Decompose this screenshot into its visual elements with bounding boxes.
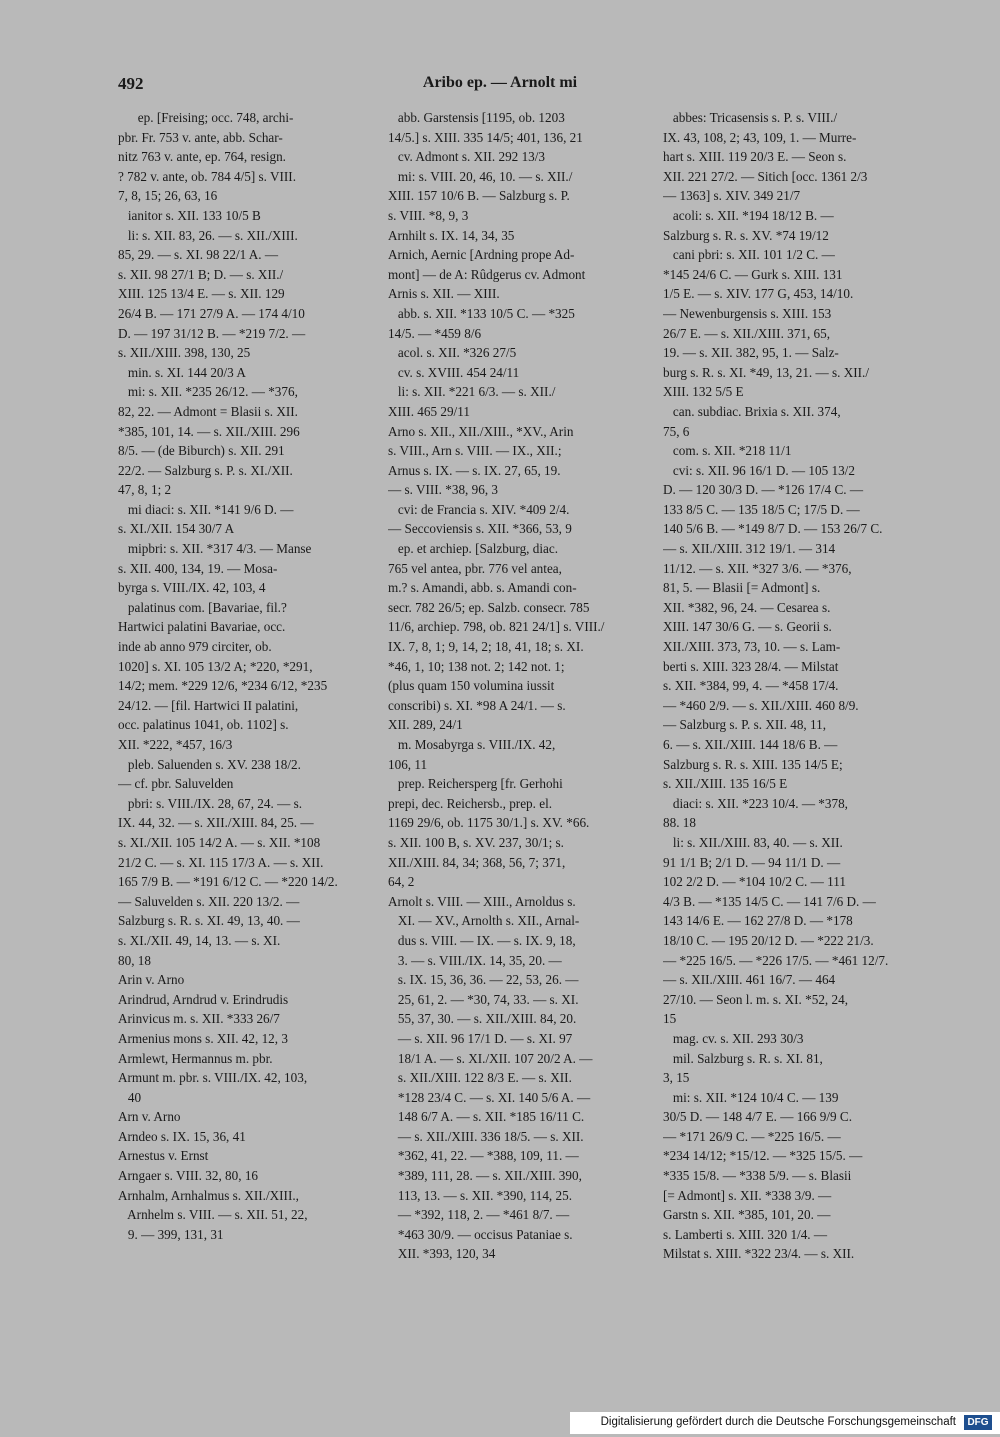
index-line: burg s. R. s. XI. *49, 13, 21. — s. XII./ xyxy=(663,364,869,380)
index-line: Arnolt s. VIII. — XIII., Arnoldus s. xyxy=(388,893,576,909)
column-1 xyxy=(118,108,380,1244)
index-line: Armenius mons s. XII. 42, 12, 3 xyxy=(118,1030,288,1046)
index-line: 11/6, archiep. 798, ob. 821 24/1] s. VIII./ xyxy=(388,619,605,635)
index-line: 30/5 D. — 148 4/7 E. — 166 9/9 C. xyxy=(663,1109,853,1125)
index-line: XIII. 157 10/6 B. — Salzburg s. P. xyxy=(388,188,570,204)
index-line: 133 8/5 C. — 135 18/5 C; 17/5 D. — xyxy=(663,501,860,517)
index-line: 14/5. — *459 8/6 xyxy=(388,325,482,341)
running-title: Aribo ep. — Arnolt mi xyxy=(422,74,578,91)
index-line: diaci: s. XII. *223 10/4. — *378, xyxy=(663,795,848,811)
index-line: mi diaci: s. XII. *141 9/6 D. — xyxy=(118,501,294,517)
index-line: 18/1 A. — s. XI./XII. 107 20/2 A. — xyxy=(388,1050,593,1066)
index-line: inde ab anno 979 circiter, ob. xyxy=(118,639,272,655)
index-line: li: s. XII. *221 6/3. — s. XII./ xyxy=(388,384,556,400)
index-line: — *392, 118, 2. — *461 8/7. — xyxy=(388,1207,570,1223)
index-line: *335 15/8. — *338 5/9. — s. Blasii xyxy=(663,1168,852,1184)
footer-credit: Digitalisierung gefördert durch die Deutsche Forschungsgemeinschaft xyxy=(600,1416,956,1428)
index-line: s. XII./XIII. 122 8/3 E. — s. XII. xyxy=(388,1070,572,1086)
index-line: s. VIII., Arn s. VIII. — IX., XII.; xyxy=(388,443,562,459)
index-line: Hartwici palatini Bavariae, occ. xyxy=(118,619,286,635)
index-line: Arndeo s. IX. 15, 36, 41 xyxy=(118,1128,246,1144)
index-line: Arnhilt s. IX. 14, 34, 35 xyxy=(388,227,515,243)
index-line: IX. 7, 8, 1; 9, 14, 2; 18, 41, 18; s. XI. xyxy=(388,639,584,655)
index-line: — cf. pbr. Saluvelden xyxy=(118,776,234,792)
index-line: 19. — s. XII. 382, 95, 1. — Salz- xyxy=(663,345,839,361)
index-line: — s. XII./XIII. 312 19/1. — 314 xyxy=(663,541,836,557)
index-line: 80, 18 xyxy=(118,952,151,968)
index-line: Arindrud, Arndrud v. Erindrudis xyxy=(118,991,289,1007)
index-line: — s. XII./XIII. 336 18/5. — s. XII. xyxy=(388,1128,584,1144)
index-line: can. subdiac. Brixia s. XII. 374, xyxy=(663,403,841,419)
index-line: s. XII. 400, 134, 19. — Mosa- xyxy=(118,560,278,576)
index-line: 11/12. — s. XII. *327 3/6. — *376, xyxy=(663,560,852,576)
index-line: *385, 101, 14. — s. XII./XIII. 296 xyxy=(118,423,300,439)
index-line: XII. *222, *457, 16/3 xyxy=(118,737,233,752)
page-number: 492 xyxy=(118,74,144,93)
index-line: 75, 6 xyxy=(663,423,690,439)
index-line: Salzburg s. R. s. XI. 49, 13, 40. — xyxy=(118,913,300,929)
index-line: 143 14/6 E. — 162 27/8 D. — *178 xyxy=(663,913,853,929)
index-line: hart s. XIII. 119 20/3 E. — Seon s. xyxy=(663,149,847,165)
index-line: D. — 120 30/3 D. — *126 17/4 C. — xyxy=(663,482,864,498)
index-line: XII. 289, 24/1 xyxy=(388,717,463,733)
index-line: 64, 2 xyxy=(388,874,415,890)
index-line: s. VIII. *8, 9, 3 xyxy=(388,207,469,223)
index-line: 15 xyxy=(663,1011,677,1027)
index-line: conscribi) s. XI. *98 A 24/1. — s. xyxy=(388,697,566,713)
index-line: prep. Reichersperg [fr. Gerhohi xyxy=(388,776,563,792)
index-line: [= Admont] s. XII. *338 3/9. — xyxy=(663,1187,832,1203)
index-line: Salzburg s. R. s. XV. *74 19/12 xyxy=(663,227,829,243)
index-line: abbes: Tricasensis s. P. s. VIII./ xyxy=(663,110,838,125)
index-line: com. s. XII. *218 11/1 xyxy=(663,443,792,459)
index-line: Arnhalm, Arnhalmus s. XII./XIII., xyxy=(118,1187,299,1203)
index-line: IX. 43, 108, 2; 43, 109, 1. — Murre- xyxy=(663,129,857,145)
index-line: — *460 2/9. — s. XII./XIII. 460 8/9. xyxy=(663,697,859,713)
index-line: 1169 29/6, ob. 1175 30/1.] s. XV. *66. xyxy=(388,815,590,831)
index-line: abb. s. XII. *133 10/5 C. — *325 xyxy=(388,305,575,321)
index-line: 4/3 B. — *135 14/5 C. — 141 7/6 D. — xyxy=(663,893,876,909)
index-line: cvi: s. XII. 96 16/1 D. — 105 13/2 xyxy=(663,462,855,478)
index-line: 7, 8, 15; 26, 63, 16 xyxy=(118,188,218,204)
index-line: pbri: s. VIII./IX. 28, 67, 24. — s. xyxy=(118,795,303,811)
footer-bar xyxy=(570,1412,1000,1434)
index-line: 165 7/9 B. — *191 6/12 C. — *220 14/2. xyxy=(118,874,338,890)
index-line: s. XI./XII. 49, 14, 13. — s. XI. xyxy=(118,932,281,948)
index-line: — s. VIII. *38, 96, 3 xyxy=(388,482,499,498)
index-line: 26/4 B. — 171 27/9 A. — 174 4/10 xyxy=(118,305,305,321)
index-line: 102 2/2 D. — *104 10/2 C. — 111 xyxy=(663,874,846,890)
index-line: *145 24/6 C. — Gurk s. XIII. 131 xyxy=(663,266,843,282)
index-line: ianitor s. XII. 133 10/5 B xyxy=(118,207,261,223)
index-line: XIII. 147 30/6 G. — s. Georii s. xyxy=(663,619,832,635)
index-line: Arnhelm s. VIII. — s. XII. 51, 22, xyxy=(118,1207,308,1223)
index-line: cv. Admont s. XII. 292 13/3 xyxy=(388,149,546,165)
index-line: mil. Salzburg s. R. s. XI. 81, xyxy=(663,1050,823,1066)
index-line: cv. s. XVIII. 454 24/11 xyxy=(388,364,520,380)
index-line: — *171 26/9 C. — *225 16/5. — xyxy=(663,1128,841,1144)
index-line: pleb. Saluenden s. XV. 238 18/2. xyxy=(118,756,301,772)
index-line: XII./XIII. 373, 73, 10. — s. Lam- xyxy=(663,639,841,655)
index-line: s. XI./XII. 154 30/7 A xyxy=(118,521,235,537)
index-line: XII. 221 27/2. — Sitich [occ. 1361 2/3 xyxy=(663,168,868,184)
index-line: ep. et archiep. [Salzburg, diac. xyxy=(388,541,559,557)
index-line: li: s. XII./XIII. 83, 40. — s. XII. xyxy=(663,834,843,850)
index-line: 40 xyxy=(118,1089,142,1105)
index-line: 25, 61, 2. — *30, 74, 33. — s. XI. xyxy=(388,991,579,1007)
index-line: mi: s. VIII. 20, 46, 10. — s. XII./ xyxy=(388,168,573,184)
index-line: — s. XII. 96 17/1 D. — s. XI. 97 xyxy=(388,1030,573,1046)
index-line: berti s. XIII. 323 28/4. — Milstat xyxy=(663,658,839,674)
index-line: — s. XII./XIII. 461 16/7. — 464 xyxy=(663,972,836,988)
index-line: ? 782 v. ante, ob. 784 4/5] s. VIII. xyxy=(118,168,296,184)
index-line: *389, 111, 28. — s. XII./XIII. 390, xyxy=(388,1168,582,1184)
index-line: 85, 29. — s. XI. 98 22/1 A. — xyxy=(118,247,279,263)
index-line: m.? s. Amandi, abb. s. Amandi con- xyxy=(388,580,577,596)
index-line: s. XII. *384, 99, 4. — *458 17/4. xyxy=(663,678,839,694)
index-line: Armlewt, Hermannus m. pbr. xyxy=(118,1050,273,1066)
index-line: Arnestus v. Ernst xyxy=(118,1148,209,1164)
index-line: cani pbri: s. XII. 101 1/2 C. — xyxy=(663,247,835,263)
index-line: 106, 11 xyxy=(388,756,428,772)
index-line: — Newenburgensis s. XIII. 153 xyxy=(663,305,832,321)
index-line: 140 5/6 B. — *149 8/7 D. — 153 26/7 C. xyxy=(663,521,883,537)
index-line: 8/5. — (de Biburch) s. XII. 291 xyxy=(118,443,285,459)
index-line: dus s. VIII. — IX. — s. IX. 9, 18, xyxy=(388,932,576,948)
index-line: prepi, dec. Reichersb., prep. el. xyxy=(388,795,553,811)
index-line: 22/2. — Salzburg s. P. s. XI./XII. xyxy=(118,462,293,478)
index-line: 6. — s. XII./XIII. 144 18/6 B. — xyxy=(663,737,838,752)
index-line: XII. *393, 120, 34 xyxy=(388,1246,496,1262)
index-line: 1/5 E. — s. XIV. 177 G, 453, 14/10. xyxy=(663,286,854,302)
index-line: 113, 13. — s. XII. *390, 114, 25. xyxy=(388,1187,573,1203)
index-line: Armunt m. pbr. s. VIII./IX. 42, 103, xyxy=(118,1070,308,1086)
index-line: m. Mosabyrga s. VIII./IX. 42, xyxy=(388,737,556,752)
index-line: nitz 763 v. ante, ep. 764, resign. xyxy=(118,149,286,165)
index-line: Milstat s. XIII. *322 23/4. — s. XII. xyxy=(663,1246,855,1262)
index-line: Arinvicus m. s. XII. *333 26/7 xyxy=(118,1011,280,1027)
index-line: s. XII./XIII. 135 16/5 E xyxy=(663,776,788,792)
index-line: 26/7 E. — s. XII./XIII. 371, 65, xyxy=(663,325,831,341)
index-line: mipbri: s. XII. *317 4/3. — Manse xyxy=(118,541,312,557)
index-line: acoli: s. XII. *194 18/12 B. — xyxy=(663,207,834,223)
index-line: s. XI./XII. 105 14/2 A. — s. XII. *108 xyxy=(118,834,321,850)
index-line: — *225 16/5. — *226 17/5. — *461 12/7. xyxy=(663,952,889,968)
index-line: D. — 197 31/12 B. — *219 7/2. — xyxy=(118,325,306,341)
index-line: abb. Garstensis [1195, ob. 1203 xyxy=(388,110,565,125)
index-line: 24/12. — [fil. Hartwici II palatini, xyxy=(118,697,299,713)
index-line: 1020] s. XI. 105 13/2 A; *220, *291, xyxy=(118,658,313,674)
index-line: mag. cv. s. XII. 293 30/3 xyxy=(663,1030,804,1046)
index-line: — Seccoviensis s. XII. *366, 53, 9 xyxy=(388,521,572,537)
index-line: 765 vel antea, pbr. 776 vel antea, xyxy=(388,560,562,576)
index-line: min. s. XI. 144 20/3 A xyxy=(118,364,246,380)
index-line: li: s. XII. 83, 26. — s. XII./XIII. xyxy=(118,227,298,243)
index-line: *362, 41, 22. — *388, 109, 11. — xyxy=(388,1148,579,1164)
index-line: — Saluvelden s. XII. 220 13/2. — xyxy=(118,893,300,909)
index-line: mi: s. XII. *235 26/12. — *376, xyxy=(118,384,298,400)
index-line: 9. — 399, 131, 31 xyxy=(118,1226,224,1242)
dfg-logo: DFG xyxy=(964,1415,992,1430)
index-line: 14/2; mem. *229 12/6, *234 6/12, *235 xyxy=(118,678,328,694)
index-line: XIII. 125 13/4 E. — s. XII. 129 xyxy=(118,286,285,302)
index-line: byrga s. VIII./IX. 42, 103, 4 xyxy=(118,580,266,596)
index-line: Arngaer s. VIII. 32, 80, 16 xyxy=(118,1168,259,1184)
index-line: s. XII./XIII. 398, 130, 25 xyxy=(118,345,251,361)
index-line: XI. — XV., Arnolth s. XII., Arnal- xyxy=(388,913,580,929)
column-3 xyxy=(663,108,925,1264)
index-line: Arnich, Aernic [Ardning prope Ad- xyxy=(388,247,575,263)
index-line: Salzburg s. R. s. XIII. 135 14/5 E; xyxy=(663,756,843,772)
index-line: 3. — s. VIII./IX. 14, 35, 20. — xyxy=(388,952,562,968)
index-line: *128 23/4 C. — s. XI. 140 5/6 A. — xyxy=(388,1089,591,1105)
index-line: 82, 22. — Admont = Blasii s. XII. xyxy=(118,403,298,419)
index-line: 27/10. — Seon l. m. s. XI. *52, 24, xyxy=(663,991,848,1007)
index-line: 88. 18 xyxy=(663,815,696,831)
index-line: 55, 37, 30. — s. XII./XIII. 84, 20. xyxy=(388,1011,577,1027)
index-line: secr. 782 26/5; ep. Salzb. consecr. 785 xyxy=(388,599,590,615)
index-line: s. Lamberti s. XIII. 320 1/4. — xyxy=(663,1226,828,1242)
index-line: s. XII. 98 27/1 B; D. — s. XII./ xyxy=(118,266,284,282)
index-line: mi: s. XII. *124 10/4 C. — 139 xyxy=(663,1089,839,1105)
index-line: *463 30/9. — occisus Pataniae s. xyxy=(388,1226,573,1242)
index-line: 3, 15 xyxy=(663,1070,690,1086)
index-line: — 1363] s. XIV. 349 21/7 xyxy=(663,188,801,204)
page-header xyxy=(0,70,1000,100)
index-line: XII./XIII. 84, 34; 368, 56, 7; 371, xyxy=(388,854,566,870)
index-line: Arin v. Arno xyxy=(118,972,185,988)
index-line: Arn v. Arno xyxy=(118,1109,181,1125)
index-line: pbr. Fr. 753 v. ante, abb. Schar- xyxy=(118,129,283,145)
index-line: XIII. 465 29/11 xyxy=(388,403,470,419)
index-line: s. XII. 100 B, s. XV. 237, 30/1; s. xyxy=(388,834,564,850)
index-line: cvi: de Francia s. XIV. *409 2/4. xyxy=(388,501,570,517)
index-line: 148 6/7 A. — s. XII. *185 16/11 C. xyxy=(388,1109,585,1125)
index-line: mont] — de A: Rûdgerus cv. Admont xyxy=(388,266,586,282)
index-line: occ. palatinus 1041, ob. 1102] s. xyxy=(118,717,289,733)
index-line: 81, 5. — Blasii [= Admont] s. xyxy=(663,580,821,596)
index-line: 18/10 C. — 195 20/12 D. — *222 21/3. xyxy=(663,932,874,948)
index-line: XII. *382, 96, 24. — Cesarea s. xyxy=(663,599,831,615)
index-line: ep. [Freising; occ. 748, archi- xyxy=(118,110,294,125)
index-line: XIII. 132 5/5 E xyxy=(663,384,744,400)
index-line: Arno s. XII., XII./XIII., *XV., Arin xyxy=(388,423,574,439)
index-line: acol. s. XII. *326 27/5 xyxy=(388,345,517,361)
index-line: s. IX. 15, 36, 36. — 22, 53, 26. — xyxy=(388,972,579,988)
index-line: IX. 44, 32. — s. XII./XIII. 84, 25. — xyxy=(118,815,314,831)
index-line: (plus quam 150 volumina iussit xyxy=(388,678,555,694)
index-line: Arnis s. XII. — XIII. xyxy=(388,286,500,302)
index-line: 14/5.] s. XIII. 335 14/5; 401, 136, 21 xyxy=(388,129,583,145)
index-line: *234 14/12; *15/12. — *325 15/5. — xyxy=(663,1148,863,1164)
index-line: palatinus com. [Bavariae, fil.? xyxy=(118,599,287,615)
column-2 xyxy=(388,108,652,1264)
index-line: 21/2 C. — s. XI. 115 17/3 A. — s. XII. xyxy=(118,854,324,870)
index-line: — Salzburg s. P. s. XII. 48, 11, xyxy=(663,717,827,733)
index-line: 91 1/1 B; 2/1 D. — 94 11/1 D. — xyxy=(663,854,841,870)
index-line: Garstn s. XII. *385, 101, 20. — xyxy=(663,1207,831,1223)
index-line: 47, 8, 1; 2 xyxy=(118,482,172,498)
index-line: Arnus s. IX. — s. IX. 27, 65, 19. xyxy=(388,462,561,478)
index-line: *46, 1, 10; 138 not. 2; 142 not. 1; xyxy=(388,658,565,674)
